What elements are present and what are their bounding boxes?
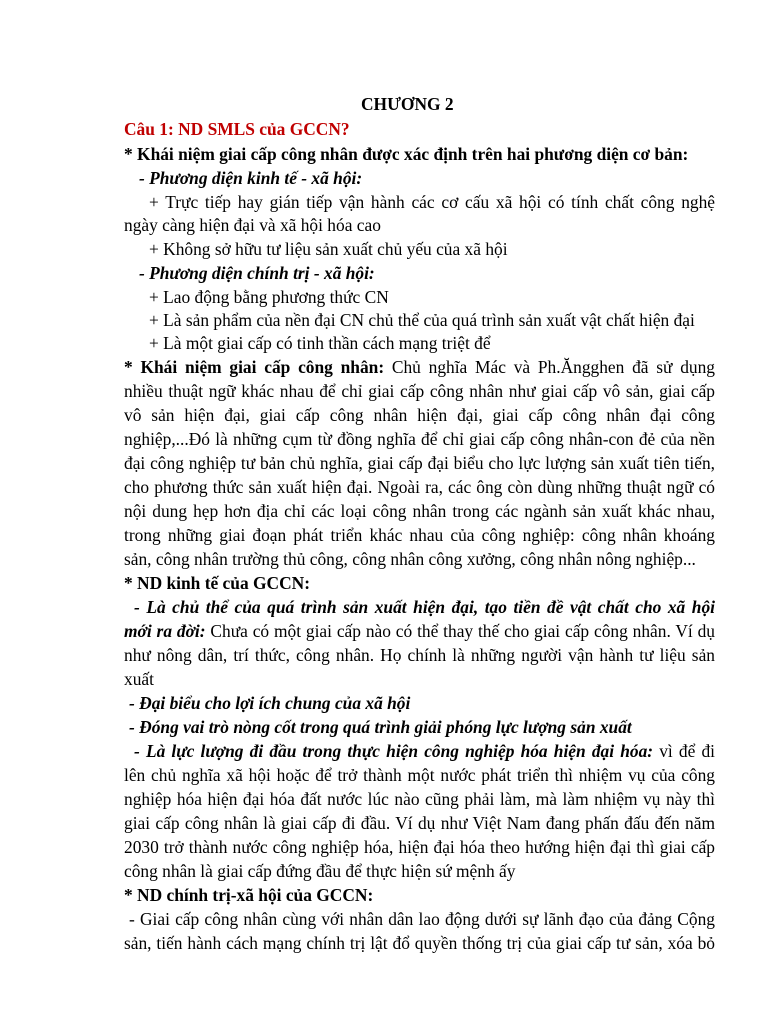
paragraph-line: - Là chủ thể của quá trình sản xuất hiện đại, tạo tiền đề vật chất cho xã hội xyxy=(134,597,715,617)
paragraph-line xyxy=(124,619,715,643)
heading-concept: * Khái niệm giai cấp công nhân được xác định trên hai phương diện cơ bản: xyxy=(124,144,689,164)
paragraph-line: giai cấp công nhân là giai cấp đi đầu. Ví dụ như Việt Nam đang phấn đấu đến năm xyxy=(124,813,715,833)
inline-heading: - Là lực lượng đi đầu trong thực hiện công nghiệp hóa hiện đại hóa: xyxy=(134,741,654,761)
paragraph-line: sản, công nhân trường thủ công, công nhân công xưởng, công nhân nông nghiệp... xyxy=(124,549,696,569)
paragraph-line: trong những giai đoạn phát triển khác nhau của công nghiệp: công nhân khoáng xyxy=(124,525,715,545)
paragraph-line: - Giai cấp công nhân cùng với nhân dân lao động dưới sự lãnh đạo của đảng Cộng xyxy=(129,909,715,929)
subheading-economic: - Phương diện kinh tế - xã hội: xyxy=(139,168,363,188)
inline-heading: mới ra đời: xyxy=(124,621,206,641)
paragraph-line: ngày càng hiện đại và xã hội hóa cao xyxy=(124,215,381,235)
paragraph-line: sản, tiến hành cách mạng chính trị lật đổ quyền thống trị của giai cấp tư sản, xóa bỏ xyxy=(124,933,715,953)
chapter-title: CHƯƠNG 2 xyxy=(361,94,454,114)
inline-heading: * Khái niệm giai cấp công nhân: xyxy=(124,357,385,377)
paragraph-line: công nhân là giai cấp đứng đầu để thực hiện sứ mệnh ấy xyxy=(124,861,516,881)
paragraph-line: xuất xyxy=(124,669,154,689)
paragraph-line: đại công nghiệp tư bản chủ nghĩa, giai cấp đại biểu cho lực lượng sản xuất tiên tiến, xyxy=(124,453,715,473)
paragraph-line: + Là sản phẩm của nền đại CN chủ thể của quá trình sản xuất vật chất hiện đại xyxy=(149,310,695,330)
paragraph-line: như nông dân, trí thức, công nhân. Họ chính là những người vận hành tư liệu sản xyxy=(124,645,715,665)
paragraph-line: 2030 trở thành nước công nghiệp hóa, hiện đại hóa theo hướng hiện đại thì giai cấp xyxy=(124,837,715,857)
inline-text: Chưa có một giai cấp nào có thể thay thế cho giai cấp công nhân. Ví dụ xyxy=(205,621,715,641)
paragraph-line: nghiệp hóa hiện đại hóa đất nước lúc nào cũng phải làm, mà làm nhiệm vụ này thì xyxy=(124,789,715,809)
paragraph-line: vô sản hiện đại, giai cấp công nhân hiện đại, giai cấp công nhân đại công xyxy=(124,405,715,425)
heading-political-content: * ND chính trị-xã hội của GCCN: xyxy=(124,885,374,905)
paragraph-line: + Không sở hữu tư liệu sản xuất chủ yếu của xã hội xyxy=(149,239,508,259)
heading-economic-content: * ND kinh tế của GCCN: xyxy=(124,573,310,593)
paragraph-line: cho phương thức sản xuất hiện đại. Ngoài ra, các ông còn dùng những thuật ngữ có xyxy=(124,477,715,497)
paragraph-line xyxy=(134,739,715,763)
paragraph-line: - Đại biểu cho lợi ích chung của xã hội xyxy=(129,693,411,713)
inline-text: vì để đi xyxy=(653,741,715,761)
paragraph-line: lên chủ nghĩa xã hội hoặc để trở thành một nước phát triển thì nhiệm vụ của công xyxy=(124,765,715,785)
paragraph-line: - Đóng vai trò nòng cốt trong quá trình giải phóng lực lượng sản xuất xyxy=(129,717,632,737)
paragraph-line: nghiệp,...Đó là những cụm từ đồng nghĩa để chỉ giai cấp công nhân-con đẻ của nền xyxy=(124,429,715,449)
paragraph-line xyxy=(124,355,715,379)
paragraph-line: + Trực tiếp hay gián tiếp vận hành các cơ cấu xã hội có tính chất công nghệ xyxy=(149,192,715,212)
paragraph-line: + Là một giai cấp có tinh thần cách mạng triệt để xyxy=(149,333,491,353)
paragraph-line: nhiều thuật ngữ khác nhau để chỉ giai cấp công nhân như giai cấp vô sản, giai cấp xyxy=(124,381,715,401)
inline-text: Chủ nghĩa Mác và Ph.Ăngghen đã sử dụng xyxy=(384,357,715,377)
paragraph-line: + Lao động bằng phương thức CN xyxy=(149,287,389,307)
question-heading: Câu 1: ND SMLS của GCCN? xyxy=(124,119,350,139)
paragraph-line: nội dung hẹp hơn địa chỉ các loại công nhân trong các ngành sản xuất khác nhau, xyxy=(124,501,715,521)
subheading-political: - Phương diện chính trị - xã hội: xyxy=(139,263,375,283)
